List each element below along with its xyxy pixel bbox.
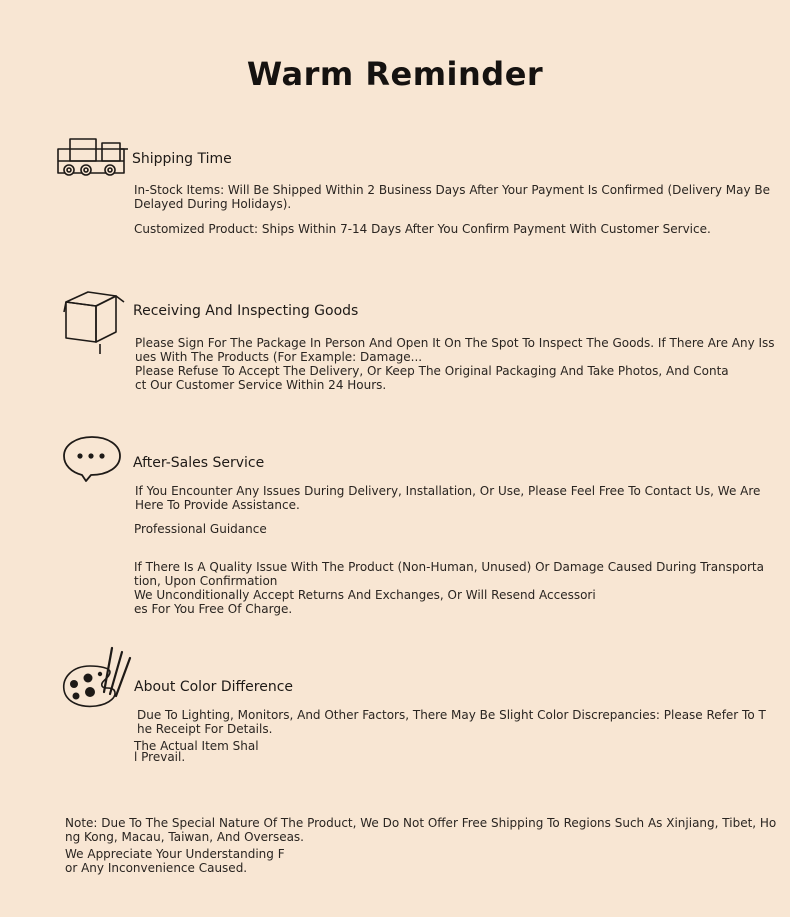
section-heading-shipping: Shipping Time — [132, 151, 232, 167]
color-paragraph-2: The Actual Item Shal l Prevail. — [134, 739, 259, 764]
palette-icon — [60, 644, 134, 712]
section-heading-color: About Color Difference — [134, 679, 294, 695]
after-sales-paragraph-1: If You Encounter Any Issues During Delivery, Installation, Or Use, Please Feel Free To Contact Us, We Are Here To Provide Assistance. — [135, 484, 761, 512]
chat-bubble-icon — [62, 434, 124, 482]
color-paragraph-1: Due To Lighting, Monitors, And Other Factors, There May Be Slight Color Discrepancies: Please Refer To T he Receipt For Details. — [137, 708, 766, 736]
after-sales-paragraph-3: If There Is A Quality Issue With The Product (Non-Human, Unused) Or Damage Caused During Transporta tion, Upon Confirmation We Unconditionally Accept Returns And Exchanges, Or Will Resend Accessori es For You Free Of Charge. — [134, 560, 764, 616]
page-title: Warm Reminder — [246, 55, 544, 93]
section-heading-receiving: Receiving And Inspecting Goods — [133, 303, 359, 319]
shipping-paragraph-1: In-Stock Items: Will Be Shipped Within 2 Business Days After Your Payment Is Confirmed (Delivery May Be Delayed During Holidays). — [134, 183, 770, 211]
note-paragraph-1: Note: Due To The Special Nature Of The Product, We Do Not Offer Free Shipping To Regions Such As Xinjiang, Tibet, Ho ng Kong, Macau, Taiwan, And Overseas. — [65, 816, 777, 844]
note-paragraph-2: We Appreciate Your Understanding F or Any Inconvenience Caused. — [65, 847, 285, 875]
receiving-paragraph: Please Sign For The Package In Person And Open It On The Spot To Inspect The Goods. If There Are Any Iss ues With The Products (For Example: Damage... Please Refuse To Accept The Delivery, Or Keep The Original Packaging And Take Photos, And Conta ct Our Customer Service Within 24 Hours. — [135, 336, 775, 392]
shipping-paragraph-2: Customized Product: Ships Within 7-14 Days After You Confirm Payment With Customer Service. — [134, 222, 711, 236]
truck-icon — [56, 136, 136, 180]
section-heading-after-sales: After-Sales Service — [133, 455, 265, 471]
box-icon — [62, 290, 128, 358]
after-sales-paragraph-2: Professional Guidance — [134, 522, 267, 536]
